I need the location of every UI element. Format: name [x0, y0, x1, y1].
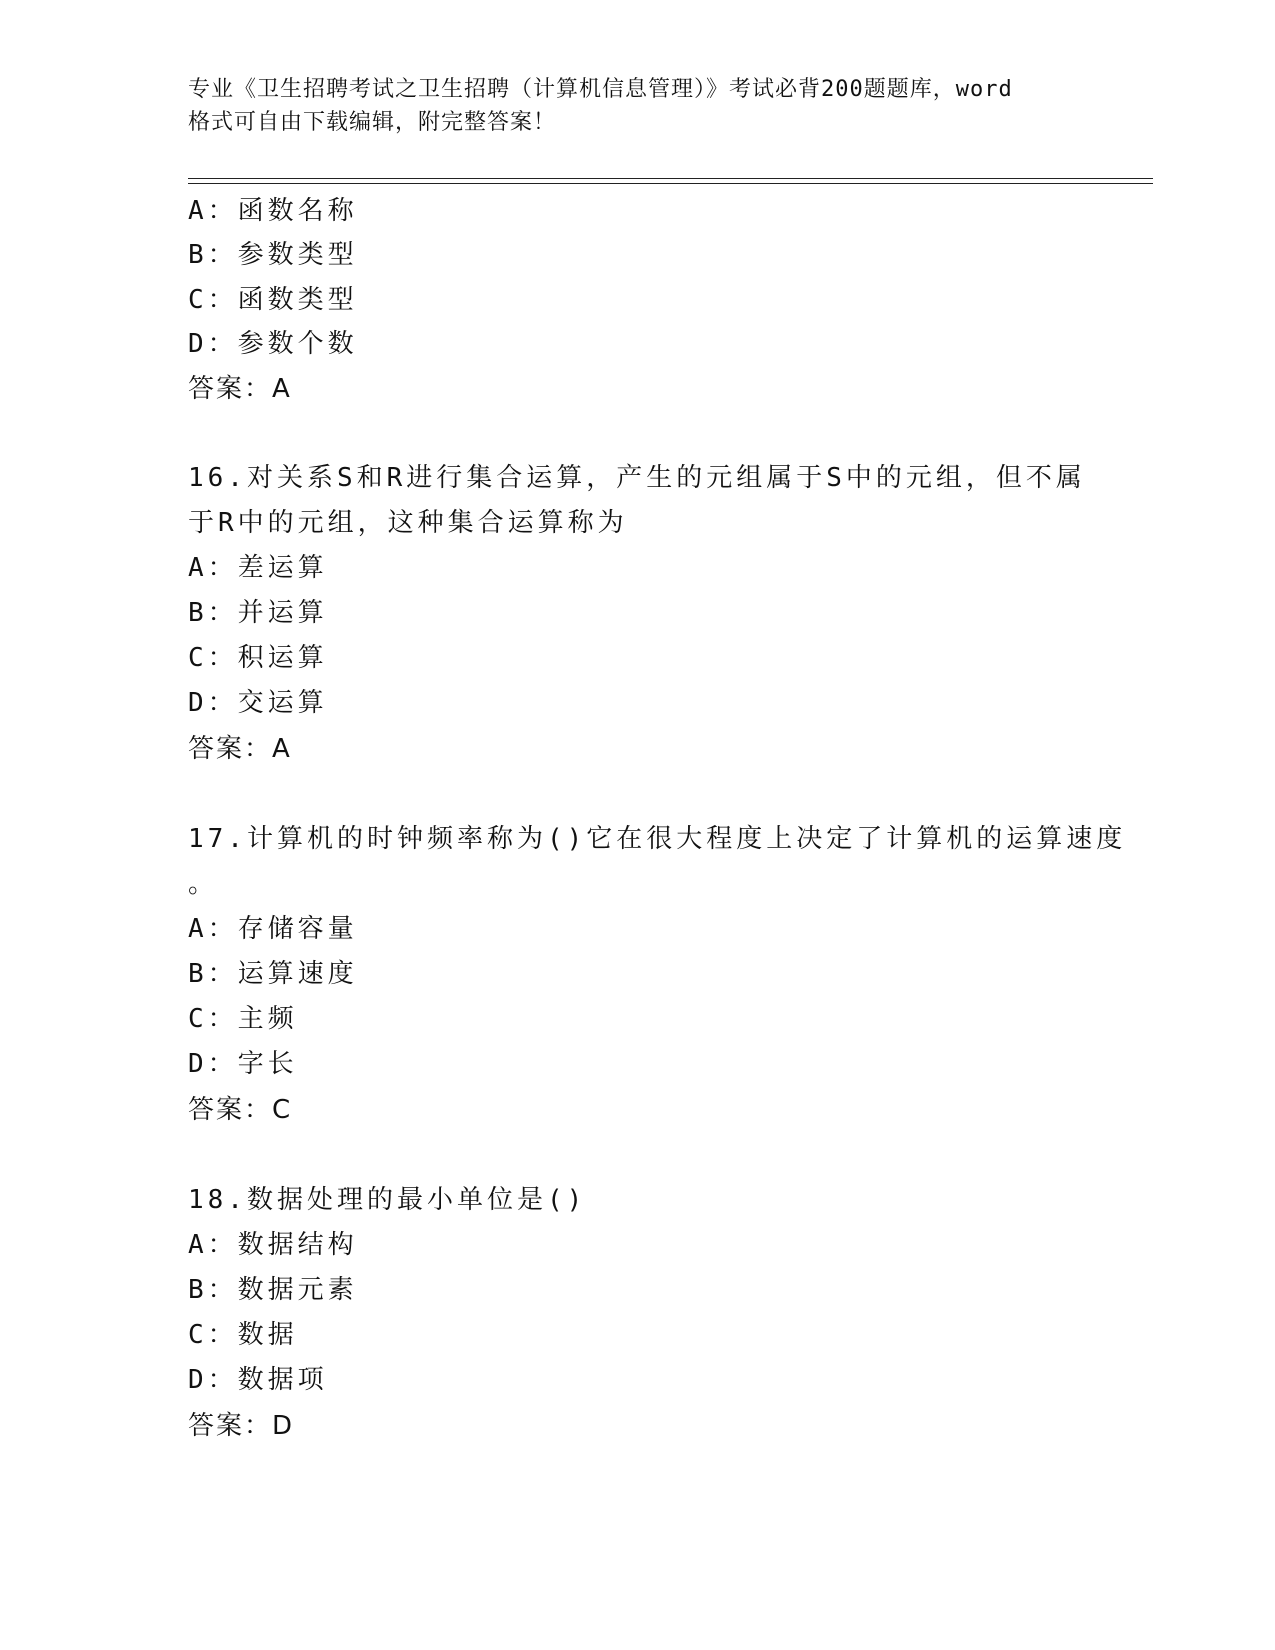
- q18-answer: 答案：D: [188, 1411, 295, 1441]
- q17-stem-line-1: 17.计算机的时钟频率称为()它在很大程度上决定了计算机的运算速度: [188, 824, 1127, 854]
- header-line-2: 格式可自由下载编辑，附完整答案！: [188, 110, 557, 135]
- header-line-1: 专业《卫生招聘考试之卫生招聘（计算机信息管理）》考试必背200题题库，word: [188, 77, 1013, 102]
- document-header: [188, 73, 1088, 139]
- q16-stem-line-2: 于R中的元组，这种集合运算称为: [188, 508, 628, 538]
- q15-option-d: D：参数个数: [188, 329, 358, 359]
- q18-option-d: D：数据项: [188, 1365, 328, 1395]
- q15-option-b: B：参数类型: [188, 240, 358, 270]
- q17-option-d: D：字长: [188, 1049, 298, 1079]
- q18-option-b: B：数据元素: [188, 1275, 358, 1305]
- q16-stem-line-1: 16.对关系S和R进行集合运算，产生的元组属于S中的元组，但不属: [188, 463, 1086, 493]
- q16-option-b: B：并运算: [188, 598, 328, 628]
- q17-answer: 答案：C: [188, 1095, 293, 1125]
- q15-option-c: C：函数类型: [188, 285, 358, 315]
- q16-option-a: A：差运算: [188, 553, 328, 583]
- q17-option-c: C：主频: [188, 1004, 298, 1034]
- q16-option-d: D：交运算: [188, 688, 328, 718]
- q17-stem-line-2: 。: [188, 869, 219, 899]
- q18-stem-line-1: 18.数据处理的最小单位是(): [188, 1185, 587, 1215]
- q18-option-c: C：数据: [188, 1320, 298, 1350]
- q17-option-a: A：存储容量: [188, 914, 358, 944]
- q16-answer: 答案：A: [188, 734, 292, 764]
- q18-option-a: A：数据结构: [188, 1230, 358, 1260]
- header-divider-bottom: [188, 183, 1153, 184]
- header-divider-top: [188, 178, 1153, 179]
- q16-option-c: C：积运算: [188, 643, 328, 673]
- q17-option-b: B：运算速度: [188, 959, 358, 989]
- q15-answer: 答案：A: [188, 374, 292, 404]
- q15-option-a: A：函数名称: [188, 196, 358, 226]
